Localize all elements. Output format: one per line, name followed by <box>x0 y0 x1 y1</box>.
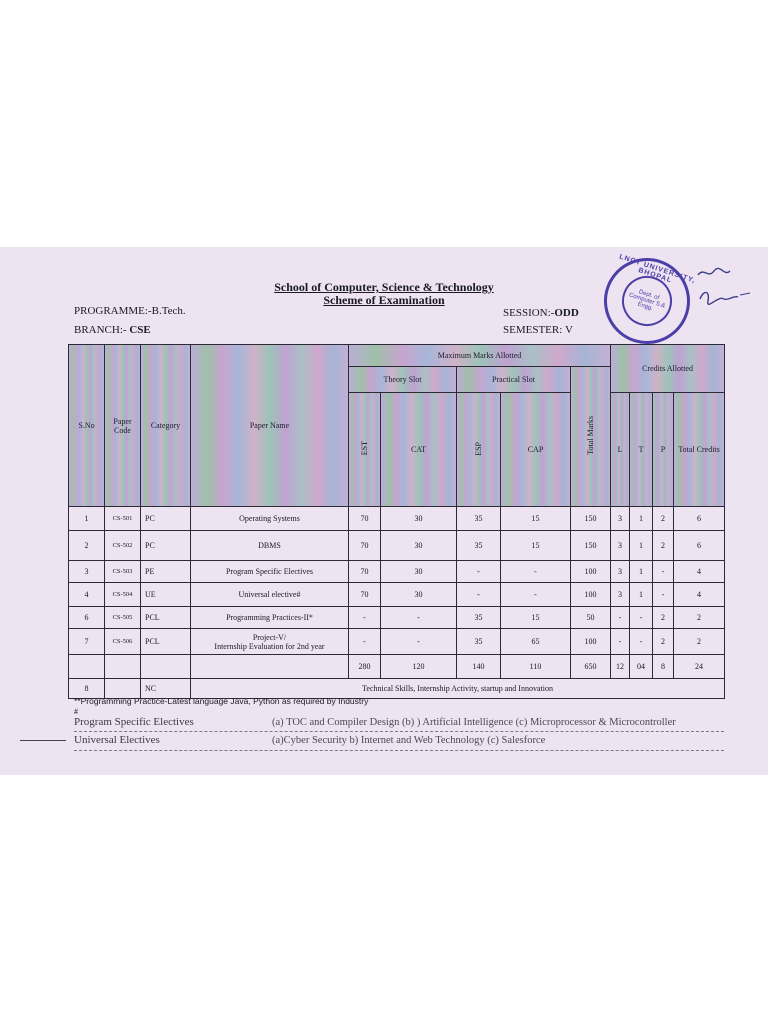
header-total-marks-text: Total Marks <box>586 416 596 455</box>
cell-category: NC <box>141 679 191 699</box>
cell-credits: 4 <box>674 583 725 607</box>
cell-total: 150 <box>571 507 611 531</box>
margin-dash <box>20 740 66 741</box>
header-theory-slot: Theory Slot <box>349 367 457 393</box>
header-total-marks <box>571 367 611 507</box>
cell-p: - <box>653 583 674 607</box>
cell-p: 2 <box>653 607 674 629</box>
scheme-table <box>68 344 725 699</box>
cell-paper-name: Programming Practices-II* <box>191 607 349 629</box>
programme-line <box>74 305 186 317</box>
nc-description: Technical Skills, Internship Activity, startup and Innovation <box>191 679 725 699</box>
school-title: School of Computer, Science & Technology <box>274 280 494 294</box>
cell-credits: 2 <box>674 629 725 655</box>
stamp-ring-text: LNCT UNIVERSITY, BHOPAL <box>618 253 697 285</box>
cell-esp: 35 <box>457 607 501 629</box>
header-max-marks: Maximum Marks Allotted <box>349 345 611 367</box>
cell-l: - <box>611 607 630 629</box>
cell-l: 3 <box>611 531 630 561</box>
cell-t: - <box>630 629 653 655</box>
branch-line <box>74 324 151 336</box>
ue-value: (a)Cyber Security b) Internet and Web Technology (c) Salesforce <box>272 735 546 746</box>
cell-cap: 15 <box>501 507 571 531</box>
cell-total: 50 <box>571 607 611 629</box>
session-value: ODD <box>554 307 579 319</box>
header-total-credits: Total Credits <box>674 393 725 507</box>
table-row <box>69 561 725 583</box>
cell-t: - <box>630 607 653 629</box>
cell-t: 1 <box>630 583 653 607</box>
cell-paper-name: Universal elective# <box>191 583 349 607</box>
total-marks: 650 <box>571 655 611 679</box>
cell-total: 100 <box>571 583 611 607</box>
cell-est: 70 <box>349 561 381 583</box>
cell-cap: 15 <box>501 607 571 629</box>
total-credits: 24 <box>674 655 725 679</box>
cell-cat: - <box>381 607 457 629</box>
semester-value: V <box>565 324 573 336</box>
cell-sno: 3 <box>69 561 105 583</box>
cell-esp: - <box>457 561 501 583</box>
total-p: 8 <box>653 655 674 679</box>
cell-code: CS-503 <box>105 561 141 583</box>
header-est-text: EST <box>360 441 369 456</box>
cell-code: CS-501 <box>105 507 141 531</box>
cell-total: 100 <box>571 561 611 583</box>
total-cap: 110 <box>501 655 571 679</box>
total-t: 04 <box>630 655 653 679</box>
table-row <box>69 629 725 655</box>
cell-cap: 15 <box>501 531 571 561</box>
cell-cap: 65 <box>501 629 571 655</box>
cell-paper-name: Program Specific Electives <box>191 561 349 583</box>
programming-note: **Programming Practice-Latest language Java, Python as required by Industry <box>74 696 369 706</box>
header-practical-slot: Practical Slot <box>457 367 571 393</box>
cell-cat: 30 <box>381 507 457 531</box>
session-line <box>503 307 579 319</box>
table-row <box>69 583 725 607</box>
table-row <box>69 531 725 561</box>
header-paper-code: Paper Code <box>105 345 141 507</box>
cell-p: - <box>653 561 674 583</box>
cell-code: CS-502 <box>105 531 141 561</box>
cell-code: CS-504 <box>105 583 141 607</box>
cell-esp: 35 <box>457 531 501 561</box>
cell-est: 70 <box>349 583 381 607</box>
cell-sno: 6 <box>69 607 105 629</box>
table-row <box>69 607 725 629</box>
header-esp-text: ESP <box>474 441 483 456</box>
cell-est: - <box>349 629 381 655</box>
cell-esp: 35 <box>457 507 501 531</box>
cell-sno: 7 <box>69 629 105 655</box>
total-est: 280 <box>349 655 381 679</box>
cell-category: UE <box>141 583 191 607</box>
table-row <box>69 507 725 531</box>
cell-p: 2 <box>653 531 674 561</box>
stamp-center-text: Dept. of Computer S.& Engg. <box>615 269 678 332</box>
header-credits: Credits Allotted <box>611 345 725 393</box>
cell-est: - <box>349 607 381 629</box>
session-label: SESSION:- <box>503 307 555 319</box>
header-t: T <box>630 393 653 507</box>
cell-sno: 1 <box>69 507 105 531</box>
signature <box>694 265 754 313</box>
cell-total: 150 <box>571 531 611 561</box>
header-esp <box>457 393 501 507</box>
programme-value: B.Tech. <box>151 305 186 317</box>
cell-sno: 8 <box>69 679 105 699</box>
cell-paper-name: DBMS <box>191 531 349 561</box>
header-paper-name: Paper Name <box>191 345 349 507</box>
cell-cap: - <box>501 561 571 583</box>
cell-paper-name <box>191 629 349 655</box>
cell-cat: 30 <box>381 531 457 561</box>
header-p: P <box>653 393 674 507</box>
header-category: Category <box>141 345 191 507</box>
cell-t: 1 <box>630 531 653 561</box>
semester-line <box>503 324 573 336</box>
paper-name-line2: Internship Evaluation for 2nd year <box>214 641 325 651</box>
cell-credits: 6 <box>674 531 725 561</box>
cell-category: PCL <box>141 629 191 655</box>
cell-sno: 4 <box>69 583 105 607</box>
semester-label: SEMESTER: <box>503 324 563 336</box>
total-l: 12 <box>611 655 630 679</box>
cell-esp: - <box>457 583 501 607</box>
cell-code: CS-506 <box>105 629 141 655</box>
cell-p: 2 <box>653 629 674 655</box>
cell-t: 1 <box>630 561 653 583</box>
hash-mark: # <box>74 707 78 716</box>
cell-l: 3 <box>611 583 630 607</box>
cell-t: 1 <box>630 507 653 531</box>
cell-est: 70 <box>349 507 381 531</box>
cell-credits: 2 <box>674 607 725 629</box>
cell-cat: 30 <box>381 561 457 583</box>
ue-label: Universal Electives <box>74 734 160 746</box>
pse-label: Program Specific Electives <box>74 716 194 728</box>
header-l: L <box>611 393 630 507</box>
header-sno: S.No <box>69 345 105 507</box>
cell-esp: 35 <box>457 629 501 655</box>
cell-credits: 4 <box>674 561 725 583</box>
cell-cat: - <box>381 629 457 655</box>
header-est <box>349 393 381 507</box>
header-cat: CAT <box>381 393 457 507</box>
cell-sno: 2 <box>69 531 105 561</box>
scheme-title: Scheme of Examination <box>323 293 445 307</box>
totals-row <box>69 655 725 679</box>
divider <box>74 750 724 751</box>
cell-credits: 6 <box>674 507 725 531</box>
cell-est: 70 <box>349 531 381 561</box>
cell-category: PC <box>141 507 191 531</box>
programme-label: PROGRAMME:- <box>74 305 152 317</box>
cell-category: PCL <box>141 607 191 629</box>
branch-value: CSE <box>129 324 151 336</box>
cell-cat: 30 <box>381 583 457 607</box>
total-esp: 140 <box>457 655 501 679</box>
paper-name-line1: Project-V/ <box>252 632 287 642</box>
cell-cap: - <box>501 583 571 607</box>
cell-l: 3 <box>611 507 630 531</box>
total-cat: 120 <box>381 655 457 679</box>
cell-code: CS-505 <box>105 607 141 629</box>
cell-category: PC <box>141 531 191 561</box>
cell-category: PE <box>141 561 191 583</box>
cell-p: 2 <box>653 507 674 531</box>
header-cap: CAP <box>501 393 571 507</box>
cell-l: - <box>611 629 630 655</box>
cell-total: 100 <box>571 629 611 655</box>
pse-value: (a) TOC and Compiler Design (b) ) Artificial Intelligence (c) Microprocessor & Microcontroller <box>272 717 676 728</box>
divider <box>74 731 724 732</box>
cell-l: 3 <box>611 561 630 583</box>
branch-label: BRANCH:- <box>74 324 127 336</box>
cell-paper-name: Operating Systems <box>191 507 349 531</box>
